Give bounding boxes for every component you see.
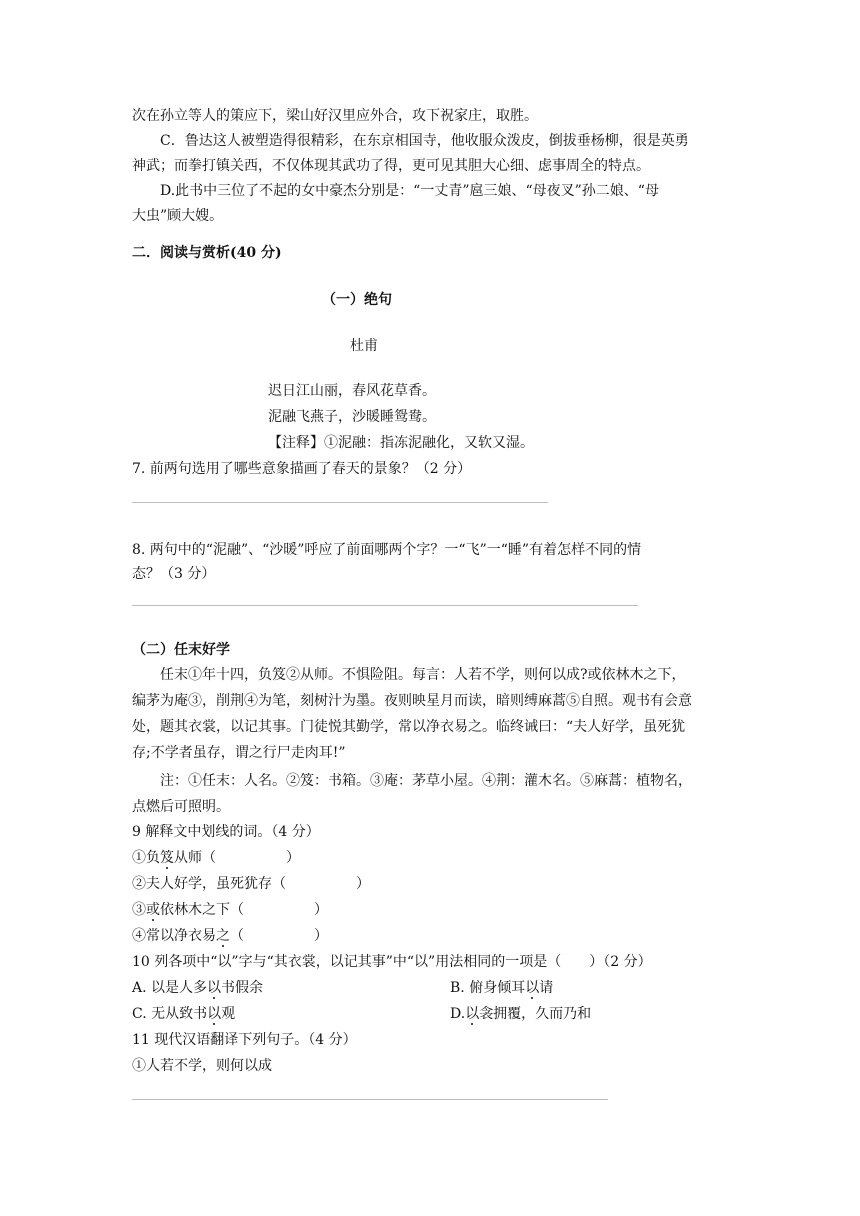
option-d-line1: D.此书中三位了不起的女中豪杰分别是：“一丈青”扈三娘、“母夜叉”孙二娘、“母 [160,183,659,199]
question-11: 11 现代汉语翻译下列句子。（4 分） [132,1032,357,1048]
q10-option-c[interactable]: C. 无从致书以观 [132,1006,236,1022]
prose-line-2: 编茅为庵③，削荆④为笔，刻树汁为墨。夜则映星月而读，暗则缚麻蒿⑤自照。观书有会意 [132,693,692,709]
option-c-line1: C．鲁达这人被塑造得很精彩，在东京相国寺，他收服众泼皮，倒拔垂杨柳，很是英勇 [160,133,689,149]
prose-line-3: 处，题其衣裳，以记其事。门徒悦其勤学，常以净衣易之。临终诫曰：“夫人好学，虽死犹 [132,719,686,735]
answer-line-q8[interactable] [132,605,638,606]
q11-item-1: ①人若不学，则何以成 [132,1058,272,1074]
dotted-word: 以 [465,1006,480,1022]
q9-item-3[interactable]: ③或依林木之下（ ） [132,902,328,918]
question-9: 9 解释文中划线的词。（4 分） [132,824,320,840]
dotted-word: 之 [216,928,230,944]
poem-author: 杜甫 [350,338,378,354]
q9-item-1[interactable]: ①负笈从师（ ） [132,850,300,866]
dotted-word: 或 [146,902,160,918]
dotted-word: 以 [525,980,540,996]
poem-title: （一）绝句 [322,292,392,308]
q10-option-d[interactable]: D.以衾拥覆，久而乃和 [450,1006,592,1022]
prose-notes-line-1: 注：①任末：人名。②笈：书箱。③庵：茅草小屋。④荆：灌木名。⑤麻蒿：植物名， [160,773,692,789]
poem-line-1: 迟日江山丽，春风花草香。 [268,383,436,399]
prose-line-1: 任末①年十四，负笈②从师。不惧险阻。每言：人若不学，则何以成?或依林木之下， [160,667,686,683]
option-b-continuation: 次在孙立等人的策应下，梁山好汉里应外合，攻下祝家庄，取胜。 [132,108,538,124]
question-10: 10 列各项中“以”字与“其衣裳，以记其事”中“以”用法相同的一项是（ ）（2 分） [132,954,652,970]
q9-item-4[interactable]: ④常以净衣易之（ ） [132,928,328,944]
dotted-word: 以 [207,1006,222,1022]
option-d-line2: 大虫”顾大嫂。 [132,208,224,224]
answer-line-q7[interactable] [132,502,548,503]
dotted-word: 以 [207,980,222,996]
section-heading: 二．阅读与赏析(40 分) [132,245,282,261]
q9-item-2[interactable]: ②夫人好学，虽死犹存（ ） [132,876,370,892]
prose-title: （二）任末好学 [132,642,230,658]
q10-option-a[interactable]: A. 以是人多以书假余 [132,980,264,996]
dotted-word: 笈 [160,850,174,866]
answer-line-q11[interactable] [132,1099,608,1100]
option-c-line2: 神武；而拳打镇关西，不仅体现其武功了得，更可见其胆大心细、虑事周全的特点。 [132,158,650,174]
prose-notes-line-2: 点燃后可照明。 [132,799,230,815]
question-8-line2: 态？（3 分） [132,566,216,582]
poem-note: 【注释】①泥融：指冻泥融化，又软又湿。 [268,435,534,451]
prose-line-4: 存;不学者虽存，谓之行尸走肉耳!” [132,745,346,761]
q10-option-b[interactable]: B. 俯身倾耳以请 [450,980,554,996]
poem-line-2: 泥融飞燕子，沙暖睡鸳鸯。 [268,409,436,425]
question-7: 7. 前两句选用了哪些意象描画了春天的景象？（2 分） [132,461,472,477]
question-8-line1: 8. 两句中的“泥融”、“沙暖”呼应了前面哪两个字？一“飞”一“睡”有着怎样不同的情 [132,542,642,558]
